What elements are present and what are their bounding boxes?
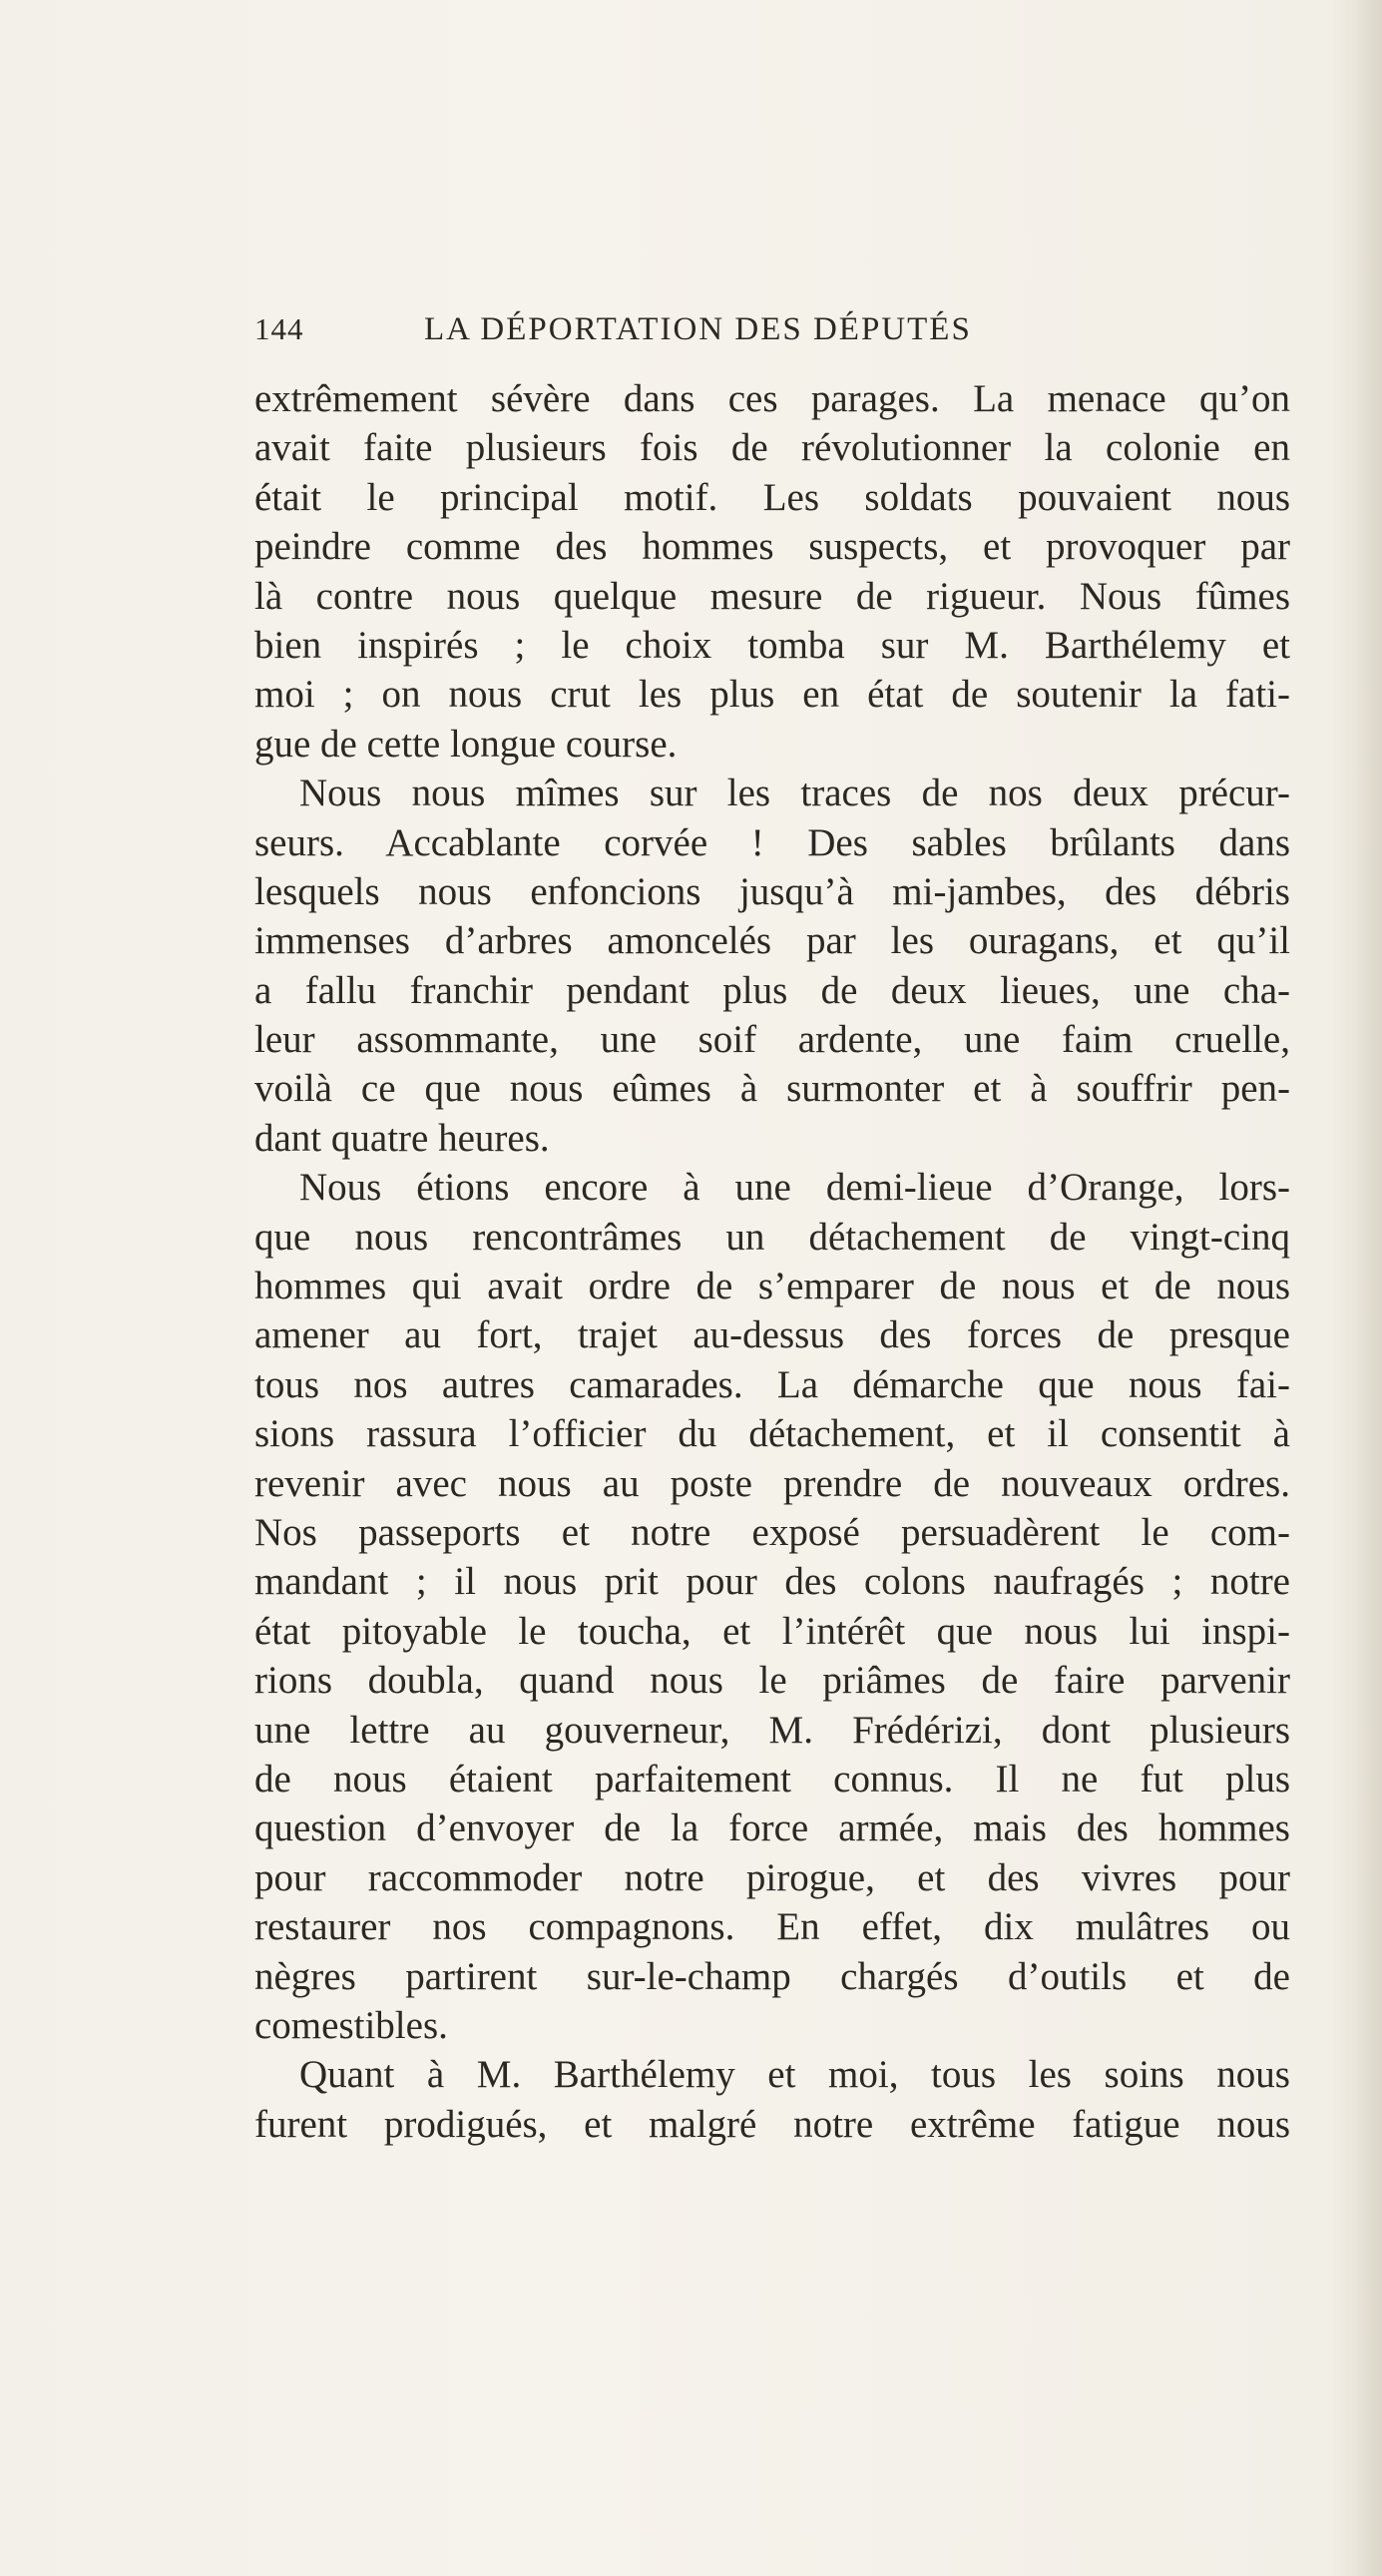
text-line: de nous étaient parfaitement connus. Il ne fut plus <box>254 1757 1290 1801</box>
page-edge-shadow <box>1354 0 1382 2576</box>
text-line: que nous rencontrâmes un détachement de vingt-cinq <box>254 1215 1290 1259</box>
text-line: pour raccommoder notre pirogue, et des vivres pour <box>254 1855 1290 1899</box>
text-line: voilà ce que nous eûmes à surmonter et à souffrir pen- <box>254 1067 1290 1111</box>
page-number: 144 <box>254 311 304 346</box>
text-line: amener au fort, trajet au-dessus des forces de presque <box>254 1313 1290 1357</box>
running-title: LA DÉPORTATION DES DÉPUTÉS <box>424 311 972 347</box>
text-line: comestibles. <box>254 2003 448 2047</box>
text-line: peindre comme des hommes suspects, et provoquer par <box>254 525 1290 569</box>
text-line: moi ; on nous crut les plus en état de soutenir la fati- <box>254 673 1290 717</box>
text-line: hommes qui avait ordre de s’emparer de nous et de nous <box>254 1265 1290 1308</box>
paragraph-first-line: Quant à M. Barthélemy et moi, tous les soins nous <box>299 2053 1290 2097</box>
text-line: extrêmement sévère dans ces parages. La menace qu’on <box>254 377 1290 420</box>
text-line: immenses d’arbres amoncelés par les ouragans, et qu’il <box>254 919 1290 963</box>
text-line: nègres partirent sur-le-champ chargés d’outils et de <box>254 1954 1290 1998</box>
text-line: rions doubla, quand nous le priâmes de faire parvenir <box>254 1659 1290 1703</box>
text-line: lesquels nous enfoncions jusqu’à mi-jambes, des débris <box>254 869 1290 913</box>
text-line: état pitoyable le toucha, et l’intérêt que nous lui inspi- <box>254 1609 1290 1653</box>
text-line: question d’envoyer de la force armée, mais des hommes <box>254 1806 1290 1850</box>
text-line: gue de cette longue course. <box>254 722 678 766</box>
paragraph-first-line: Nous nous mîmes sur les traces de nos deux précur- <box>299 772 1290 815</box>
text-line: revenir avec nous au poste prendre de nouveaux ordres. <box>254 1461 1290 1505</box>
text-line: leur assommante, une soif ardente, une faim cruelle, <box>254 1018 1290 1062</box>
text-line: Nos passeports et notre exposé persuadèrent le com- <box>254 1510 1290 1554</box>
text-line: avait faite plusieurs fois de révolutionner la colonie en <box>254 426 1290 470</box>
text-line: furent prodigués, et malgré notre extrême fatigue nous <box>254 2102 1290 2146</box>
text-line: était le principal motif. Les soldats pouvaient nous <box>254 475 1290 519</box>
text-line: restaurer nos compagnons. En effet, dix mulâtres ou <box>254 1905 1290 1949</box>
text-line: sions rassura l’officier du détachement, et il consentit à <box>254 1412 1290 1456</box>
text-line: dant quatre heures. <box>254 1116 550 1160</box>
body-text <box>254 374 1290 2149</box>
page-header <box>254 304 1123 354</box>
paragraph-first-line: Nous étions encore à une demi-lieue d’Orange, lors- <box>299 1166 1290 1210</box>
text-line: seurs. Accablante corvée ! Des sables brûlants dans <box>254 820 1290 864</box>
text-line: mandant ; il nous prit pour des colons naufragés ; notre <box>254 1560 1290 1604</box>
text-line: a fallu franchir pendant plus de deux lieues, une cha- <box>254 968 1290 1012</box>
text-line: bien inspirés ; le choix tomba sur M. Barthélemy et <box>254 623 1290 667</box>
text-line: là contre nous quelque mesure de rigueur. Nous fûmes <box>254 574 1290 618</box>
text-line: une lettre au gouverneur, M. Frédérizi, dont plusieurs <box>254 1708 1290 1752</box>
text-line: tous nos autres camarades. La démarche que nous fai- <box>254 1362 1290 1406</box>
